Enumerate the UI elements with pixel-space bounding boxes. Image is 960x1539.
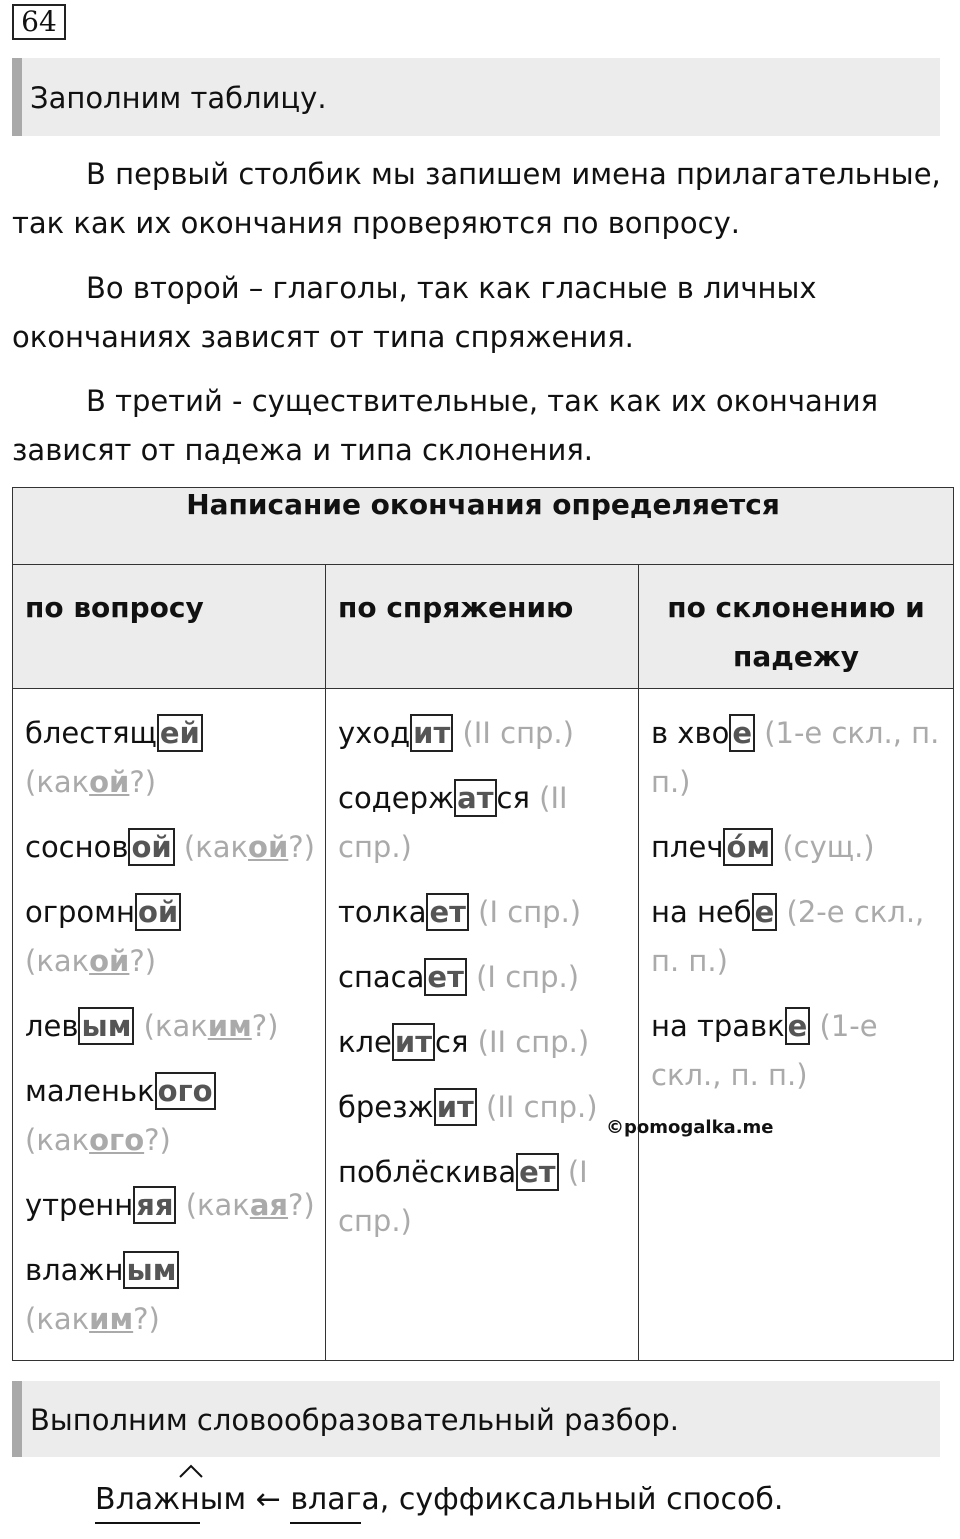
- ending-letters: ым: [81, 1009, 132, 1043]
- ending-letters: е: [754, 895, 775, 929]
- ending-letters: ит: [394, 1025, 433, 1059]
- ending-box: [516, 1153, 558, 1191]
- question-hint: [25, 765, 156, 799]
- conjugation-hint: (II спр.): [477, 1025, 590, 1059]
- ending-box: [729, 714, 755, 752]
- adjective-entry: [25, 1246, 315, 1344]
- adjective-entry: [25, 1181, 315, 1230]
- word-stem: брезж: [338, 1090, 434, 1124]
- word-stem: влажн: [25, 1253, 124, 1287]
- hint-text: (как: [185, 1188, 250, 1222]
- hint-question-ending: ой: [89, 765, 130, 799]
- word-stem: поблёскива: [338, 1155, 517, 1189]
- word-postfix: ся: [435, 1025, 469, 1059]
- header-by-declension: по склонению и падежу: [639, 565, 954, 689]
- derivation-method: , суффиксальный способ.: [379, 1482, 784, 1517]
- conjugation-hint: (I спр.): [338, 1155, 588, 1238]
- word-stem: утренн: [25, 1188, 134, 1222]
- ending-box: [723, 828, 773, 866]
- adjective-entry: [25, 823, 315, 872]
- ending-box: [78, 1007, 134, 1045]
- ending-box: [135, 893, 181, 931]
- ending-letters: ой: [137, 895, 179, 929]
- header-by-conjugation: по спряжению: [326, 565, 639, 689]
- word-postfix: ся: [496, 781, 530, 815]
- word-stem: маленьк: [25, 1074, 155, 1108]
- task-number: 64: [12, 4, 66, 40]
- declension-hint: (1-е скл., п. п.): [651, 716, 940, 799]
- section-banner-word-analysis: Выполним словообразовательный разбор.: [12, 1381, 940, 1457]
- watermark: ©pomogalka.me: [606, 1117, 774, 1138]
- derived-word-suffix: н: [180, 1478, 200, 1524]
- conjugation-hint: (II спр.): [486, 1090, 598, 1124]
- word-stem: плеч: [651, 830, 724, 864]
- ending-letters: ого: [157, 1074, 213, 1108]
- verb-entry: [338, 709, 628, 758]
- hint-text: ?): [129, 765, 157, 799]
- hint-text: ?): [129, 944, 157, 978]
- noun-entry: [651, 823, 943, 872]
- base-word-root: влаг: [290, 1478, 361, 1524]
- word-stem: спаса: [338, 960, 425, 994]
- ending-letters: яя: [136, 1188, 174, 1222]
- verb-entry: [338, 1083, 628, 1132]
- ending-letters: ым: [126, 1253, 177, 1287]
- ending-box: [128, 828, 174, 866]
- hint-text: ?): [288, 1188, 315, 1222]
- ending-letters: ат: [457, 781, 494, 815]
- ending-letters: ет: [427, 960, 464, 994]
- declension-hint: (1-е скл., п. п.): [651, 1009, 878, 1092]
- column-adjectives: [13, 689, 326, 1361]
- derived-word-ending: ым: [199, 1482, 247, 1517]
- hint-text: (как: [183, 830, 249, 864]
- hint-question-ending: им: [89, 1302, 134, 1336]
- ending-box: [752, 893, 778, 931]
- word-stem: толка: [338, 895, 427, 929]
- word-stem: на неб: [651, 895, 752, 929]
- derived-word-suffix-wrap: [180, 1478, 200, 1524]
- hint-text: ?): [288, 830, 315, 864]
- derived-word: [95, 1478, 246, 1524]
- verb-entry: [338, 953, 628, 1002]
- adjective-entry: [25, 1002, 315, 1051]
- ending-box: [392, 1023, 435, 1061]
- paragraph-first-column: В первый столбик мы запишем имена прилагательные, так как их окончания проверяются по вопросу.: [12, 157, 941, 240]
- ending-letters: ет: [519, 1155, 556, 1189]
- word-stem: содерж: [338, 781, 455, 815]
- ending-box: [155, 1072, 216, 1110]
- hint-text: (как: [25, 765, 90, 799]
- word-stem: блестящ: [25, 716, 157, 750]
- ending-box: [426, 893, 468, 931]
- ending-letters: ей: [159, 716, 200, 750]
- hint-question-ending: ая: [249, 1188, 289, 1222]
- adjective-entry: [25, 1067, 315, 1165]
- hint-question-ending: ой: [248, 830, 289, 864]
- ending-letters: е: [732, 716, 752, 750]
- word-stem: уход: [338, 716, 411, 750]
- derived-word-root: Влаж: [95, 1478, 180, 1524]
- noun-entry: [651, 888, 943, 986]
- ending-box: [434, 1088, 477, 1126]
- ending-letters: ит: [413, 716, 451, 750]
- column-verbs: [326, 689, 639, 1361]
- table-title: Написание окончания определяется: [13, 488, 954, 565]
- hint-text: ?): [251, 1009, 279, 1043]
- hint-question-ending: ой: [89, 944, 130, 978]
- conjugation-hint: (I спр.): [478, 895, 582, 929]
- hint-text: ?): [144, 1123, 171, 1157]
- verb-entry: [338, 1148, 628, 1246]
- section-banner-fill-table: Заполним таблицу.: [12, 58, 940, 136]
- ending-box: [454, 779, 496, 817]
- question-hint: [186, 1188, 315, 1222]
- question-hint: [25, 1302, 160, 1336]
- column-nouns: [639, 689, 954, 1361]
- verb-entry: [338, 1018, 628, 1067]
- ending-box: [133, 1186, 176, 1224]
- derivation-arrow: ←: [255, 1482, 281, 1517]
- derivation-line: [95, 1478, 783, 1524]
- conjugation-hint: (II спр.): [462, 716, 574, 750]
- ending-letters: е: [787, 1009, 808, 1043]
- noun-entry: [651, 709, 943, 807]
- noun-entry: [651, 1002, 943, 1100]
- hint-text: (как: [143, 1009, 208, 1043]
- conjugation-hint: (II спр.): [338, 781, 568, 864]
- hint-text: (как: [25, 944, 90, 978]
- hint-question-ending: ого: [89, 1123, 145, 1157]
- verb-entry: [338, 774, 628, 872]
- ending-box: [410, 714, 453, 752]
- paragraph-second-column: Во второй – глаголы, так как гласные в личных окончаниях зависят от типа спряжения.: [12, 271, 817, 354]
- ending-letters: óм: [726, 830, 771, 864]
- hint-text: ?): [133, 1302, 160, 1336]
- declension-hint: (сущ.): [782, 830, 875, 864]
- ending-box: [424, 958, 466, 996]
- question-hint: [144, 1009, 279, 1043]
- word-stem: на травк: [651, 1009, 785, 1043]
- word-stem: в хво: [651, 716, 730, 750]
- suffix-mark-icon: [178, 1464, 204, 1478]
- adjective-entry: [25, 709, 315, 807]
- question-hint: [184, 830, 315, 864]
- verb-entry: [338, 888, 628, 937]
- conjugation-hint: (I спр.): [476, 960, 580, 994]
- adjective-entry: [25, 888, 315, 986]
- ending-letters: ой: [131, 830, 172, 864]
- word-stem: соснов: [25, 830, 129, 864]
- ending-box: [785, 1007, 811, 1045]
- header-by-question: по вопросу: [13, 565, 326, 689]
- ending-box: [157, 714, 203, 752]
- word-stem: кле: [338, 1025, 392, 1059]
- hint-text: (как: [25, 1302, 90, 1336]
- hint-question-ending: им: [207, 1009, 252, 1043]
- ending-box: [123, 1251, 179, 1289]
- base-word-ending: а: [361, 1482, 380, 1517]
- word-stem: лев: [25, 1009, 79, 1043]
- ending-letters: ет: [429, 895, 466, 929]
- question-hint: [25, 1123, 171, 1157]
- question-hint: [25, 944, 156, 978]
- ending-letters: ит: [436, 1090, 474, 1124]
- hint-text: (как: [25, 1123, 90, 1157]
- declension-hint: (2-е скл., п. п.): [651, 895, 925, 978]
- word-stem: огромн: [25, 895, 135, 929]
- paragraph-third-column: В третий - существительные, так как их окончания зависят от падежа и типа склонения.: [12, 384, 879, 467]
- endings-table: [12, 487, 954, 1361]
